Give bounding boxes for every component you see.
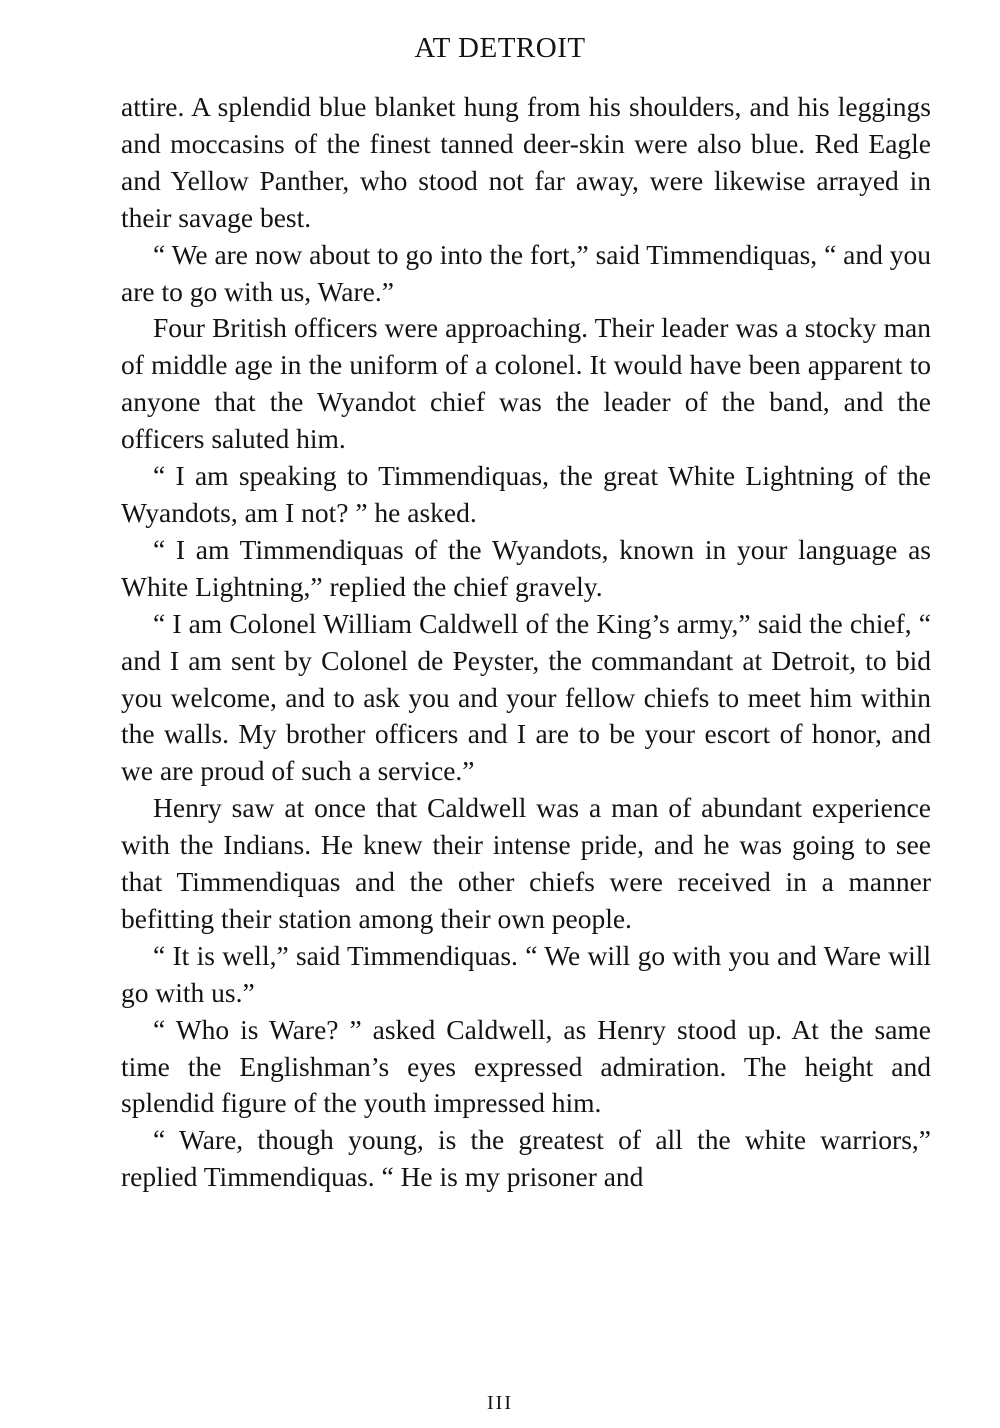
- paragraph-9: “ Who is Ware? ” asked Caldwell, as Henry stood up. At the same time the Englishman’s eyes expressed admiration. The height and splendid figure of the youth impressed him.: [121, 1013, 931, 1119]
- paragraph-4: “ I am speaking to Timmendiquas, the great White Lightning of the Wyandots, am I not? ” he asked.: [121, 460, 931, 528]
- running-head: AT DETROIT: [414, 32, 586, 64]
- paragraph-2: “ We are now about to go into the fort,” said Timmendiquas, “ and you are to go with us, Ware.”: [121, 238, 931, 307]
- paragraph-3: Four British officers were approaching. Their leader was a stocky man of middle age in the uniform of a colonel. It would have been apparent to anyone that the Wyandot chief was the leader of the band, and the officers saluted him.: [121, 312, 931, 455]
- paragraph-10: “ Ware, though young, is the greatest of all the white warriors,” replied Timmendiquas. “ He is my prisoner and: [121, 1124, 931, 1193]
- paragraph-5: “ I am Timmendiquas of the Wyandots, known in your language as White Lightning,” replied the chief gravely.: [121, 533, 931, 602]
- paragraph-6: “ I am Colonel William Caldwell of the King’s army,” said the chief, “ and I am sent by Colonel de Peyster, the commandant at Detroit, to bid you welcome, and to ask you and your fellow chiefs to meet him within the walls. My brother officers and I are to be your escort of honor, and we are proud of such a service.”: [121, 607, 931, 787]
- paragraph-7: Henry saw at once that Caldwell was a man of abundant experience with the Indians. He knew their intense pride, and he was going to see that Timmendiquas and the other chiefs were received in a manner befitting their station among their own people.: [121, 792, 931, 934]
- paragraph-8: “ It is well,” said Timmendiquas. “ We will go with you and Ware will go with us.”: [121, 939, 931, 1008]
- page-number: III: [487, 1392, 513, 1414]
- body-text: [121, 89, 931, 1196]
- paragraph-1: attire. A splendid blue blanket hung from his shoulders, and his leggings and moccasins of the finest tanned deer-skin were also blue. Red Eagle and Yellow Panther, who stood not far away, were likewise arrayed in their savage best.: [121, 91, 931, 233]
